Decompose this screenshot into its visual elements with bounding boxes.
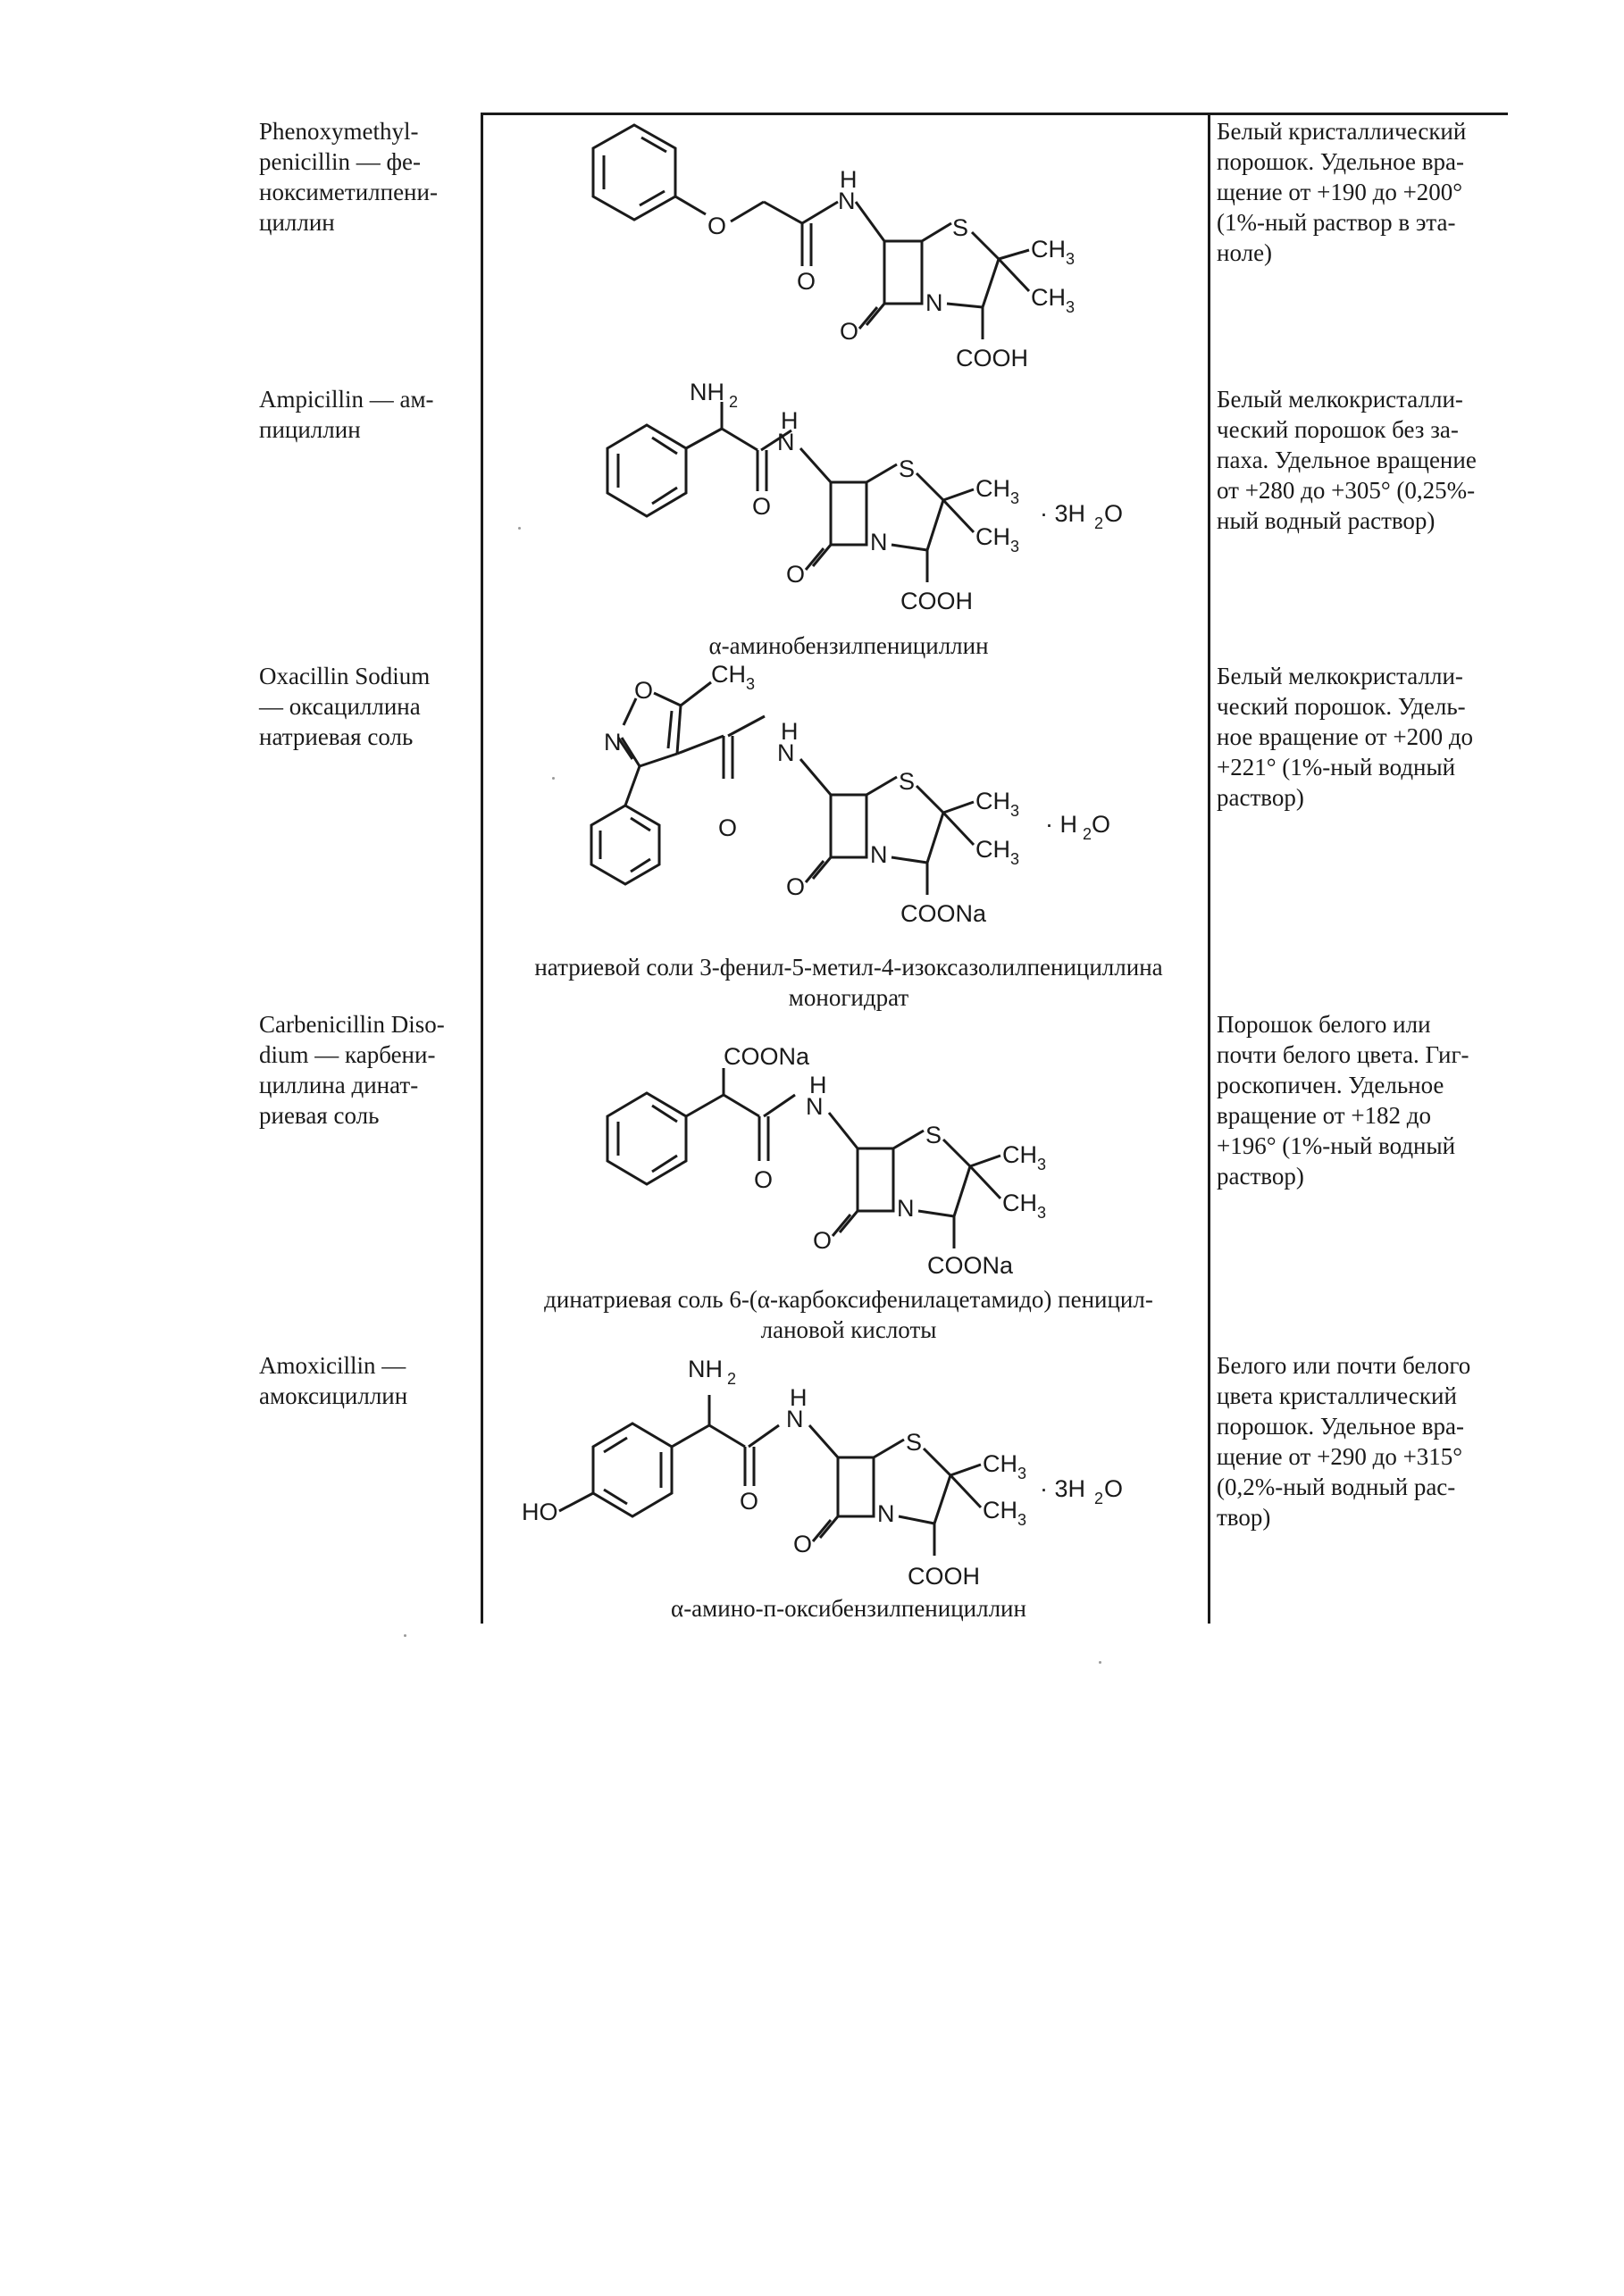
drug-description-carbenicillin-disodium: Порошок белого или почти белого цвета. Гиг- роскопичен. Удельное вращение от +182 до +196° (1%-ный водный раствор) — [1217, 1011, 1469, 1190]
isoxazole-oxygen-label: O — [634, 677, 654, 704]
svg-text:2: 2 — [727, 1370, 737, 1388]
structure-amoxicillin — [518, 1350, 1170, 1605]
carboxylate-label: COONa — [927, 1252, 1014, 1279]
scan-speck — [404, 1634, 406, 1637]
sulfur-label: S — [906, 1429, 923, 1456]
carbonyl-oxygen-label: O — [797, 268, 816, 295]
methyl-b-label: CH — [1031, 284, 1066, 311]
carboxyl-label: COOH — [908, 1563, 980, 1590]
table-left-column-rule — [481, 113, 483, 1624]
methyl-a-label: CH — [1031, 236, 1066, 263]
structure-oxacillin-sodium — [554, 661, 1161, 947]
carboxylate-top-label: COONa — [724, 1043, 810, 1070]
lactam-oxygen-label: O — [793, 1531, 813, 1557]
svg-text:2: 2 — [1094, 1490, 1104, 1507]
svg-text:3: 3 — [1017, 1511, 1027, 1529]
structure-phenoxymethylpenicillin — [572, 116, 1126, 384]
svg-text:2: 2 — [729, 393, 739, 411]
svg-text:O: O — [1104, 500, 1124, 527]
svg-text:3: 3 — [1010, 538, 1020, 555]
methyl-a-label: CH — [975, 788, 1010, 814]
lactam-oxygen-label: O — [840, 318, 859, 345]
amide-h-label: H — [809, 1072, 827, 1098]
svg-text:O: O — [1092, 811, 1111, 838]
carboxylate-label: COONa — [900, 900, 987, 927]
amide-n-label: N — [838, 188, 856, 214]
drug-description-amoxicillin: Белого или почти белого цвета кристаллический порошок. Удельное вра- щение от +290 до +315° (0,2%-ный водный рас- твор) — [1217, 1352, 1471, 1531]
sulfur-label: S — [899, 768, 916, 795]
ring-n-label: N — [925, 289, 943, 316]
drug-description-ampicillin: Белый мелкокристалли- ческий порошок без за- паха. Удельное вращение от +280 до +305° (0,25%- ный водный раствор) — [1217, 386, 1477, 534]
drug-name-oxacillin-sodium: Oxacillin Sodium — оксациллина натриевая соль — [259, 663, 431, 750]
amide-n-label: N — [786, 1406, 804, 1432]
svg-text:3: 3 — [1010, 802, 1020, 820]
scan-speck — [552, 777, 555, 780]
amide-n-label: N — [777, 429, 795, 455]
ring-n-label: N — [877, 1500, 895, 1527]
lactam-oxygen-label: O — [786, 873, 806, 900]
drug-name-phenoxymethylpenicillin: Phenoxymethyl- penicillin — фе- ноксиметилпени- циллин — [259, 118, 438, 236]
methyl-b-label: CH — [975, 523, 1010, 550]
drug-description-phenoxymethylpenicillin: Белый кристаллический порошок. Удельное вра- щение от +190 до +200° (1%-ный раствор в эта- ноле) — [1217, 118, 1467, 266]
amide-h-label: H — [781, 718, 799, 745]
ring-n-label: N — [870, 841, 888, 868]
hydrate-label: · H — [1045, 811, 1077, 838]
methyl-a-label: CH — [1002, 1141, 1037, 1168]
amide-h-label: H — [840, 166, 858, 193]
structure-carbenicillin-disodium — [590, 1036, 1143, 1295]
drug-description-oxacillin-sodium: Белый мелкокристалли- ческий порошок. Удель- ное вращение от +200 до +221° (1%-ный водный раствор) — [1217, 663, 1474, 811]
structure-caption-amoxicillin: α-амино-п-оксибензилпенициллин — [671, 1595, 1026, 1622]
drug-name-ampicillin: Ampicillin — ам- пициллин — [259, 386, 434, 443]
svg-text:3: 3 — [1037, 1204, 1047, 1222]
amino-label: NH — [690, 379, 724, 405]
svg-text:3: 3 — [1066, 250, 1076, 268]
ether-oxygen-label: O — [707, 213, 727, 239]
sulfur-label: S — [952, 214, 969, 241]
carbonyl-oxygen-label: O — [754, 1166, 774, 1193]
carbonyl-oxygen-label: O — [718, 814, 738, 841]
amino-label: NH — [688, 1356, 723, 1382]
carbonyl-oxygen-label: O — [752, 493, 772, 520]
table-top-rule — [482, 113, 1508, 115]
methyl-b-label: CH — [1002, 1190, 1037, 1216]
ring-n-label: N — [870, 529, 888, 555]
amide-h-label: H — [781, 407, 799, 434]
structure-caption-carbenicillin-disodium: динатриевая соль 6-(α-карбоксифенилацетамидо) пеницил- лановой кислоты — [544, 1286, 1153, 1343]
lactam-oxygen-label: O — [786, 561, 806, 588]
hydrate-label: · 3H — [1040, 1475, 1086, 1502]
carbonyl-oxygen-label: O — [740, 1488, 759, 1515]
methyl-top-label: CH — [711, 661, 746, 688]
methyl-b-label: CH — [975, 836, 1010, 863]
methyl-a-label: CH — [975, 475, 1010, 502]
carboxyl-label: COOH — [956, 345, 1028, 372]
sulfur-label: S — [899, 455, 916, 482]
structure-caption-ampicillin: α-аминобензилпенициллин — [708, 632, 989, 659]
svg-text:3: 3 — [746, 675, 756, 693]
drug-name-amoxicillin: Amoxicillin — амоксициллин — [259, 1352, 408, 1409]
methyl-b-label: CH — [983, 1497, 1017, 1524]
table-right-column-rule — [1208, 113, 1210, 1624]
methyl-a-label: CH — [983, 1450, 1017, 1477]
svg-text:O: O — [1104, 1475, 1124, 1502]
drug-name-carbenicillin-disodium: Carbenicillin Diso- dium — карбени- циллина динат- риевая соль — [259, 1011, 445, 1129]
amide-n-label: N — [777, 739, 795, 766]
lactam-oxygen-label: O — [813, 1227, 833, 1254]
svg-text:3: 3 — [1010, 489, 1020, 507]
scan-speck — [518, 527, 521, 530]
hydrate-label: · 3H — [1040, 500, 1086, 527]
svg-text:3: 3 — [1037, 1156, 1047, 1173]
amide-n-label: N — [806, 1093, 824, 1120]
isoxazole-n-label: N — [604, 729, 622, 756]
amide-h-label: H — [790, 1384, 808, 1411]
scan-speck — [1099, 1661, 1101, 1664]
structure-ampicillin — [554, 375, 1161, 634]
hydroxyl-label: HO — [522, 1499, 558, 1525]
svg-text:3: 3 — [1010, 850, 1020, 868]
svg-text:2: 2 — [1083, 825, 1092, 843]
svg-text:2: 2 — [1094, 514, 1104, 532]
svg-text:3: 3 — [1017, 1465, 1027, 1482]
sulfur-label: S — [925, 1122, 942, 1148]
ring-n-label: N — [897, 1195, 915, 1222]
structure-caption-oxacillin-sodium: натриевой соли 3-фенил-5-метил-4-изоксазолилпенициллина моногидрат — [534, 954, 1163, 1011]
carboxyl-label: COOH — [900, 588, 973, 614]
svg-text:3: 3 — [1066, 298, 1076, 316]
